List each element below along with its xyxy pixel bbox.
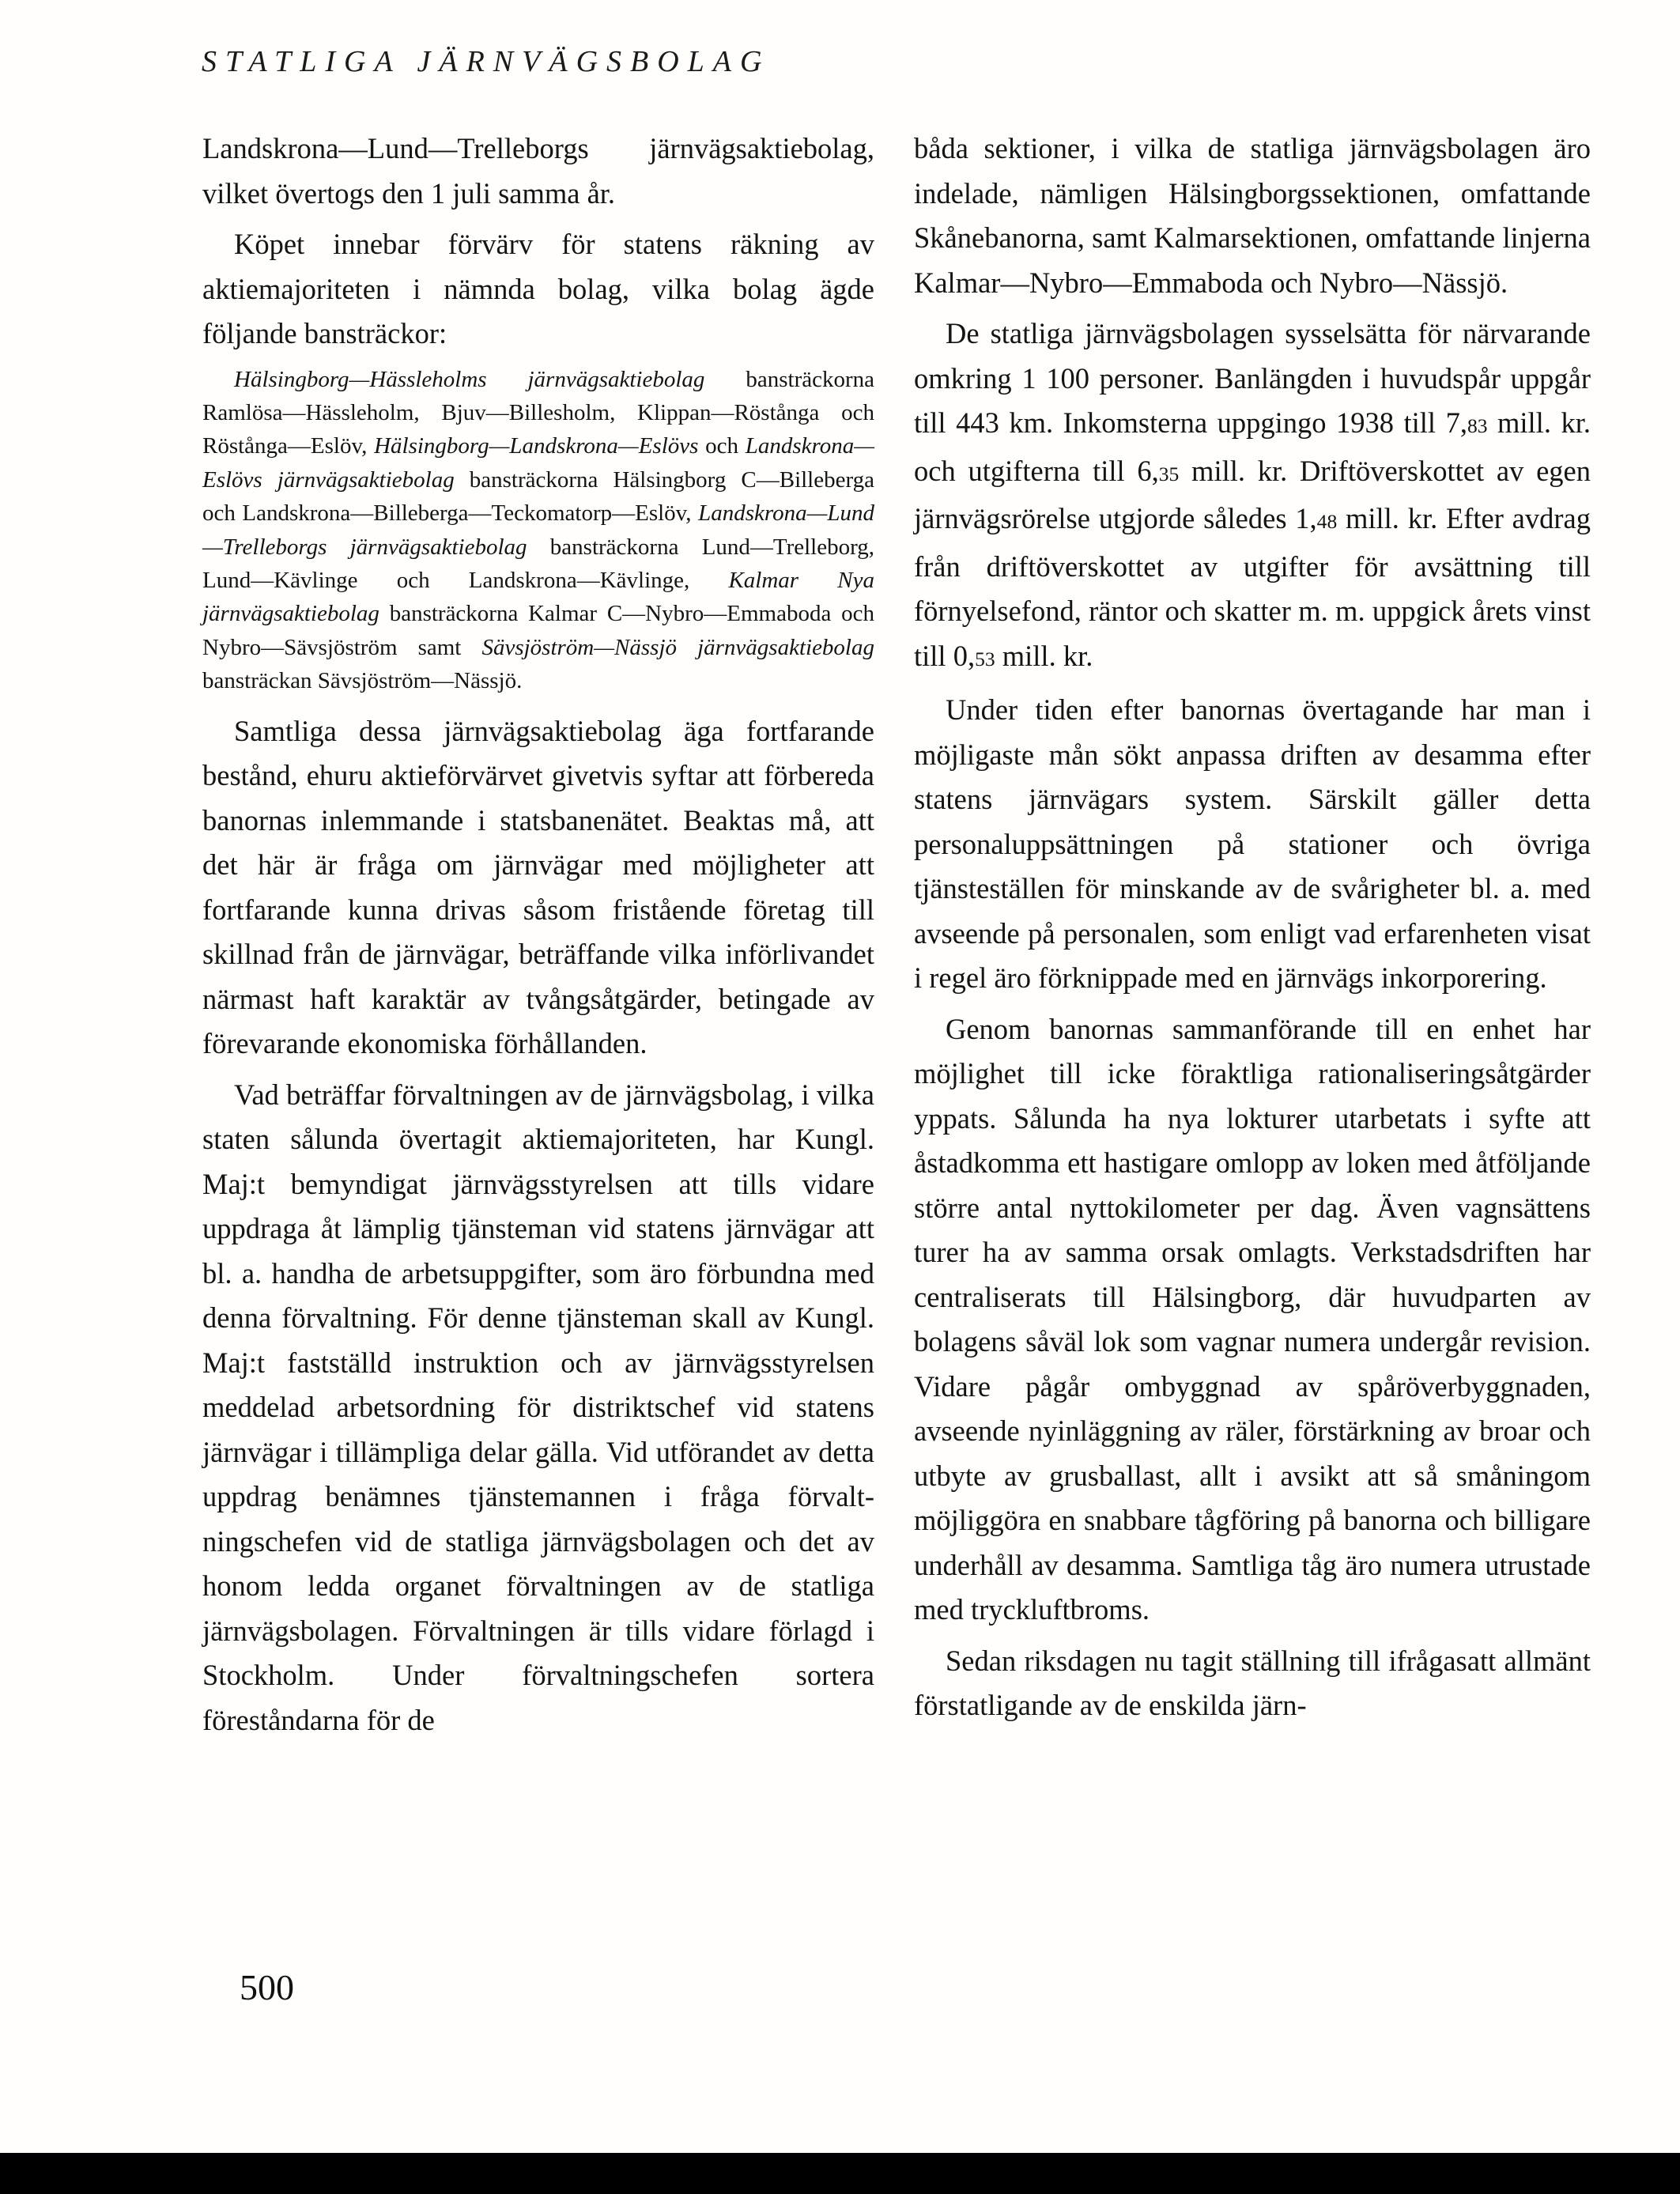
decimal-figure: 53 [975,647,995,670]
text-span: bansträckorna Lund—Trelleborg, Lund—Kävlinge och Landskrona—Kävlinge, [202,534,874,593]
text-span: mill. kr. och utgifterna till 6, [914,406,1591,487]
paragraph: Under tiden efter banornas övertagande har man i möjligaste mån sökt anpassa driften av desamma efter statens järnvägars system. Särskilt gäller detta personaluppsättningen på stationer och övriga tjänsteställen för minskande av de svårigheter bl. a. med avseende på personalen, som enligt vad erfarenheten visat i regel äro förknippade med en järnvägs inkorporering. [914,693,1591,994]
text-span: och [698,433,746,459]
running-head: STATLIGA JÄRNVÄGSBOLAG [202,45,771,78]
paragraph: Sedan riksdagen nu tagit ställning till ifrågasatt allmänt förstatligande av de enskilda järn- [914,1644,1591,1721]
scan-border [0,2153,1680,2194]
paragraph: Vad beträffar förvaltningen av de järnvägsbolag, i vilka staten sålunda övertagit aktiemajoriteten, har Kungl. Maj:t bemyndigat järnvägsstyrelsen att tills vidare uppdraga åt lämplig tjänsteman vid statens järnvägar att bl. a. handha de arbetsuppgifter, som äro förbundna med denna förvaltning. För denne tjänsteman skall av Kungl. Maj:t fastställd instruktion och av järnvägsstyrelsen meddelad arbetsordning för distriktschef vid statens järnvägar i tillämpliga delar gälla. Vid utförandet av detta uppdrag benämnes tjänstemannen i fråga förvaltningschefen vid de statliga järnvägsbolagen och det av honom ledda organet förvaltningen av de statliga järnvägsbolagen. Förvaltningen är tills vidare förlagd i Stockholm. Under förvaltningschefen sortera föreståndarna för de [202,1078,874,1736]
financial-paragraph [914,312,1591,682]
company-name: Kalmar Nya järnvägsaktiebolag [202,567,874,627]
railway-list-paragraph [202,363,874,698]
paragraph: Genom banornas sammanförande till en enhet har möjlighet till icke föraktliga rationaliseringsåtgärder yppats. Sålunda ha nya lokturer utarbetats i syfte att åstadkomma ett hastigare omlopp av loken med åtföljande större antal nyttokilometer per dag. Även vagnsättens turer ha av samma orsak omlagts. Verkstadsdriften har centraliserats till Hälsingborg, där huvudparten av bolagens såväl lok som vagnar numera undergår revision. Vidare pågår ombyggnad av spåröverbyggnaden, avseende nyinläggning av räler, förstärkning av broar och utbyte av grusballast, allt i avsikt att så småningom möjliggöra en snabbare tågföring på banorna och billigare underhåll av desamma. Samtliga tåg äro numera utrustade med tryckluftbroms. [914,1012,1591,1626]
company-name: Hälsingborg—Hässleholms järnvägsaktiebolag [234,366,705,392]
text-span: De statliga järnvägsbolagen sysselsätta för närvarande omkring 1 100 personer. Banlängden i huvudspår uppgår till 443 km. Inkomsterna uppgingo 1938 till 7, [914,317,1591,439]
decimal-figure: 35 [1158,462,1180,485]
text-span: mill. kr. Efter avdrag från driftöverskottet av utgifter för avsättning till förnyelsefond, räntor och skatter m. m. uppgick årets vinst till 0, [914,502,1591,672]
text-span: mill. kr. Driftöverskottet av egen järnvägsrörelse utgjorde således 1, [914,454,1591,534]
text-span: bansträckorna Kalmar C—Nybro—Emmaboda och Nybro—Sävsjöström samt [202,601,874,660]
text-span: mill. kr. [995,639,1093,672]
text-span: bansträckorna Hälsingborg C—Billeberga och Landskrona—Billeberga—Teckomatorp—Eslöv, [202,466,874,527]
right-column [914,127,1591,1735]
paragraph: båda sektioner, i vilka de statliga järnvägsbolagen äro indelade, nämligen Hälsingborgssektionen, omfattande Skånebanorna, samt Kalmarsektionen, omfattande linjerna Kalmar—Nybro—Emmaboda och Nybro—Nässjö. [914,132,1591,299]
company-name: Hälsingborg—Landskrona—Eslövs [374,433,699,459]
text-span: bansträckan Sävsjöström—Nässjö. [202,668,523,694]
page-number: 500 [240,1967,294,2007]
decimal-figure: 83 [1467,414,1488,437]
left-column [202,127,874,1749]
company-name: Sävsjöström—Nässjö järnvägsaktiebolag [481,634,874,660]
paragraph: Samtliga dessa järnvägsaktiebolag äga fortfarande bestånd, ehuru aktieförvärvet givetvis syftar att förbereda banornas inlemmande i statsbanenätet. Beaktas må, att det här är fråga om järnvägar med möjligheter att fortfarande kunna drivas såsom fristående företag till skillnad från de järnvägar, beträffande vilka införlivandet närmast haft karaktär av tvångsåtgärder, betingade av förevarande ekonomiska förhållanden. [202,714,874,1060]
company-name: Landskrona—Lund—Trelleborgs järnvägsaktiebolag [202,500,874,560]
paragraph: Landskrona—Lund—Trelleborgs järnvägsaktiebolag, vilket övertogs den 1 juli samma år. [202,132,874,210]
text-span: bansträckorna Ramlösa—Hässleholm, Bjuv—Billesholm, Klippan—Röstånga och Röstånga—Eslöv, [202,366,874,459]
paragraph: Köpet innebar förvärv för statens räkning av aktiemajoriteten i nämnda bolag, vilka bolag ägde följande bansträckor: [202,228,874,349]
company-name: Landskrona—Eslövs järnvägsaktiebolag [202,433,875,493]
decimal-figure: 48 [1316,510,1338,533]
